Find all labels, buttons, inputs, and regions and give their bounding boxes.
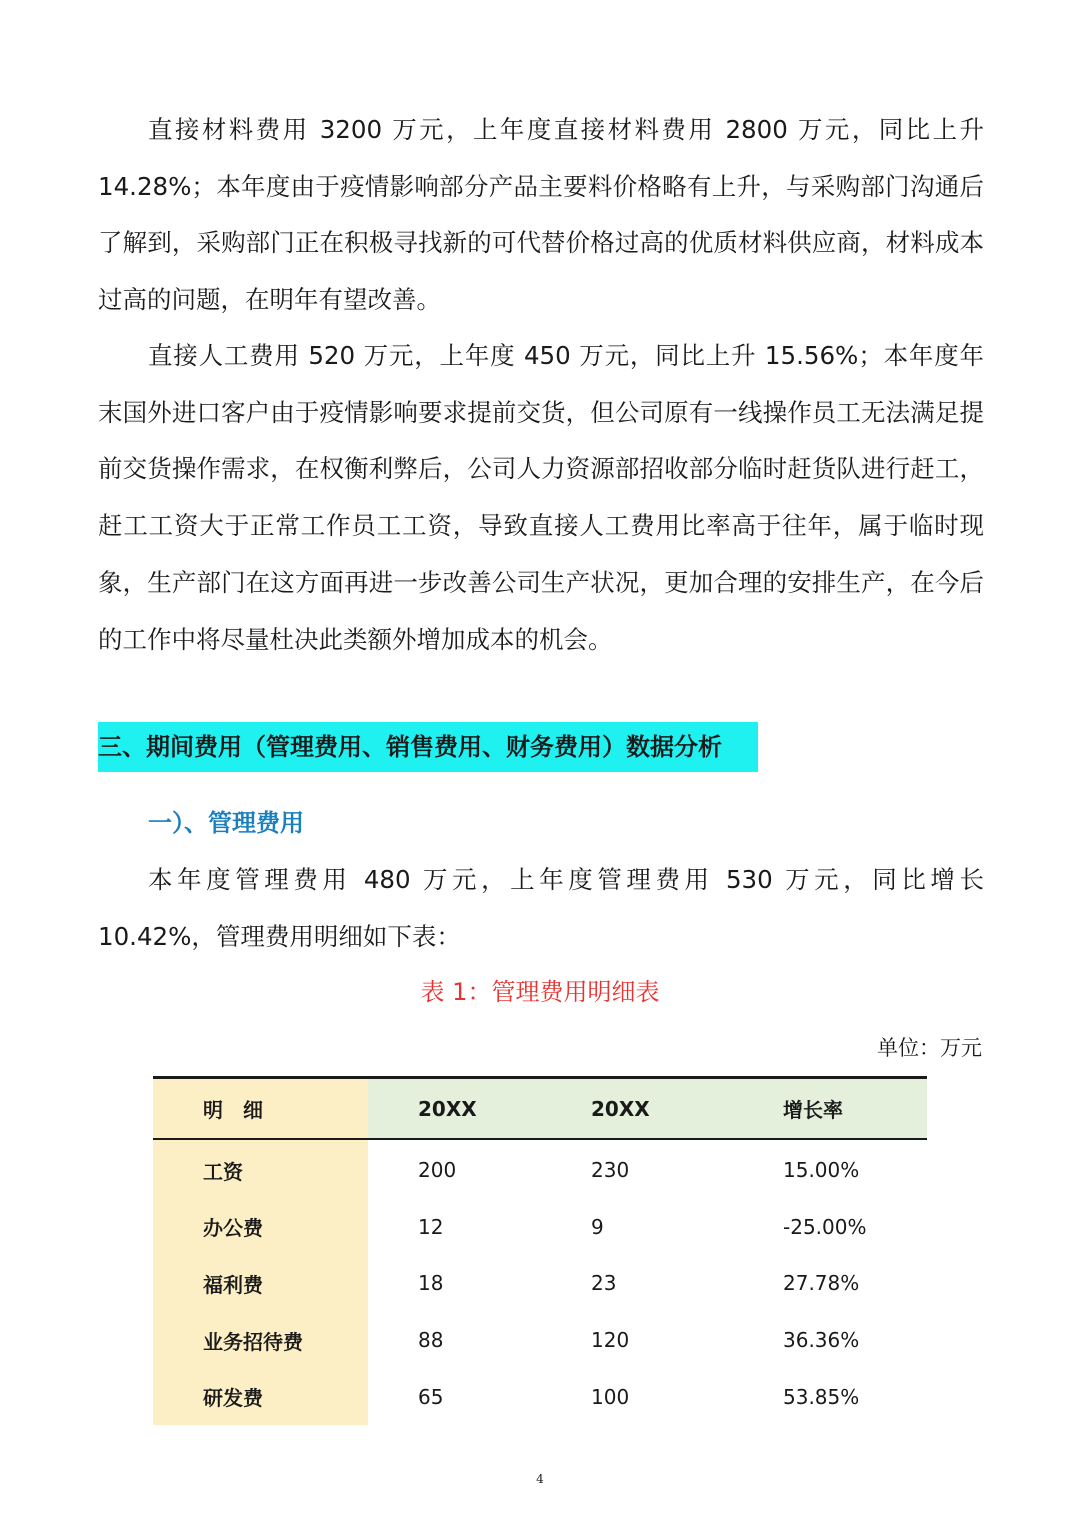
row-growth-rate: 27.78% <box>783 1271 860 1296</box>
row-value-year-1: 12 <box>418 1214 444 1239</box>
row-growth-rate: -25.00% <box>783 1214 867 1239</box>
row-value-year-2: 100 <box>591 1384 630 1409</box>
header-year-1: 20XX <box>368 1078 541 1140</box>
header-year-2: 20XX <box>541 1078 733 1140</box>
row-name: 研发费 <box>153 1368 368 1425</box>
table-row <box>153 1139 927 1199</box>
page-number: 4 <box>536 1472 544 1486</box>
table-caption: 表 1：管理费用明细表 <box>420 978 660 1006</box>
row-growth-rate: 53.85% <box>783 1384 860 1409</box>
row-growth-rate: 36.36% <box>783 1328 860 1353</box>
row-name: 福利费 <box>153 1255 368 1312</box>
header-growth-rate: 增长率 <box>733 1078 927 1140</box>
paragraph-management-expenses: 本年度管理费用 480 万元，上年度管理费用 530 万元，同比增长 10.42%，管理费用明细如下表： <box>98 865 984 951</box>
header-detail: 明 细 <box>153 1078 368 1140</box>
row-value-year-2: 230 <box>591 1158 630 1183</box>
sub-heading-management-expenses: 一）、管理费用 <box>148 809 304 837</box>
table-row <box>153 1255 927 1312</box>
paragraph-direct-materials: 直接材料费用 3200 万元，上年度直接材料费用 2800 万元，同比上升 14.28%；本年度由于疫情影响部分产品主要料价格略有上升，与采购部门沟通后了解到，采购部门正在积极寻找新的可代替价格过高的优质材料供应商，材料成本过高的问题，在明年有望改善。 <box>98 115 984 315</box>
table-unit: 单位：万元 <box>877 1036 982 1060</box>
row-value-year-2: 9 <box>591 1214 604 1239</box>
paragraph-direct-labor: 直接人工费用 520 万元，上年度 450 万元，同比上升 15.56%；本年度年末国外进口客户由于疫情影响要求提前交货，但公司原有一线操作员工无法满足提前交货操作需求，在权衡利弊后，公司人力资源部招收部分临时赶货队进行赶工，赶工工资大于正常工作员工工资，导致直接人工费用比率高于往年，属于临时现象，生产部门在这方面再进一步改善公司生产状况，更加合理的安排生产，在今后的工作中将尽量杜决此类额外增加成本的机会。 <box>98 341 984 654</box>
row-growth-rate: 15.00% <box>783 1158 860 1183</box>
management-expense-table <box>153 1076 927 1425</box>
row-name: 办公费 <box>153 1199 368 1256</box>
row-value-year-1: 65 <box>418 1384 444 1409</box>
row-value-year-1: 88 <box>418 1328 444 1353</box>
row-name: 工资 <box>153 1139 368 1199</box>
table-row <box>153 1312 927 1369</box>
row-name: 业务招待费 <box>153 1312 368 1369</box>
row-value-year-1: 200 <box>418 1158 457 1183</box>
row-value-year-1: 18 <box>418 1271 444 1296</box>
row-value-year-2: 23 <box>591 1271 617 1296</box>
row-value-year-2: 120 <box>591 1328 630 1353</box>
section-heading: 三、期间费用（管理费用、销售费用、财务费用）数据分析 <box>98 722 758 772</box>
table-row <box>153 1368 927 1425</box>
table-row <box>153 1199 927 1256</box>
table-header-row <box>153 1078 927 1140</box>
